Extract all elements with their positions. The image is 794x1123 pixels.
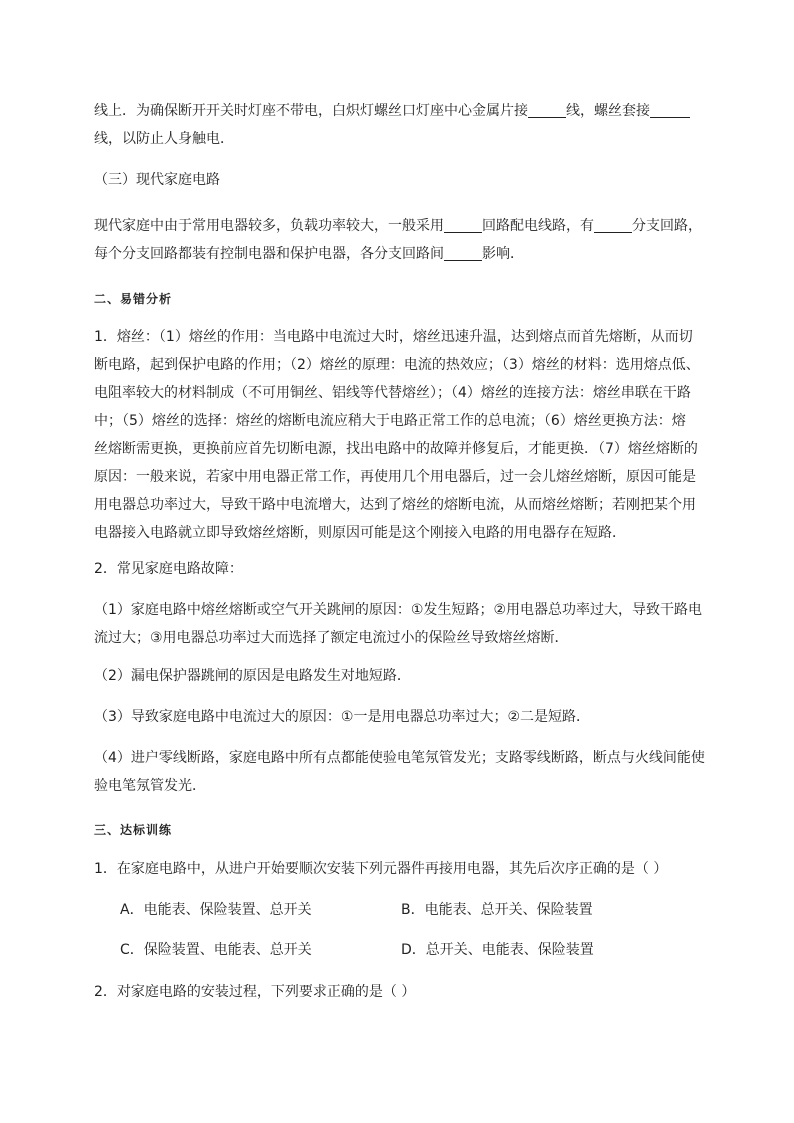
question-1-option-c[interactable]: C．保险装置、电能表、总开关	[120, 942, 312, 958]
text-line: 电器接入电路就立即导致熔丝熔断，则原因可能是这个刚接入电路的用电器存在短路．	[94, 525, 626, 541]
text-line: 原因：一般来说，若家中用电器正常工作，再使用几个用电器后，过一会儿熔丝熔断，原因可能是	[94, 469, 696, 485]
text-line: 流过大；③用电器总功率过大而选择了额定电流过小的保险丝导致熔丝熔断．	[94, 630, 569, 646]
heading-practice: 三、达标训练	[94, 823, 173, 837]
text-line: （4）进户零线断路，家庭电路中所有点都能使验电笔氖管发光；支路零线断路，断点与火线间能使	[94, 750, 705, 766]
paragraph-fault-1	[94, 596, 710, 652]
paragraph-fault-3: （3）导致家庭电路中电流过大的原因：①一是用电器总功率过大；②二是短路．	[94, 709, 591, 725]
text-line: 1．熔丝：（1）熔丝的作用：当电路中电流过大时，熔丝迅速升温，达到熔点而首先熔断，从而切	[94, 329, 693, 345]
text-line: 线上．为确保断开开关时灯座不带电，白炽灯螺丝口灯座中心金属片接 线，螺丝套接	[94, 97, 710, 125]
paragraph-lamp-wiring	[94, 97, 710, 153]
text-line: 验电笔氖管发光．	[94, 778, 206, 794]
common-faults-title: 2．常见家庭电路故障：	[94, 561, 243, 577]
heading-error-analysis: 二、易错分析	[94, 292, 173, 306]
text-line: 电阻率较大的材料制成（不可用铜丝、铝线等代替熔丝）；（4）熔丝的连接方法：熔丝串联在干路	[94, 385, 691, 401]
fill-blank[interactable]	[444, 216, 482, 233]
fill-blank[interactable]	[444, 244, 482, 261]
text-line: 断电路，起到保护电路的作用；（2）熔丝的原理：电流的热效应；（3）熔丝的材料：选用熔点低、	[94, 357, 700, 373]
paragraph-modern-circuit	[94, 212, 710, 268]
fill-blank[interactable]	[650, 101, 690, 118]
text-line: 中；（5）熔丝的选择：熔丝的熔断电流应稍大于电路正常工作的总电流；（6）熔丝更换方法：熔	[94, 413, 686, 429]
text-line: （1）家庭电路中熔丝熔断或空气开关跳闸的原因：①发生短路；②用电器总功率过大，导致干路电	[94, 602, 703, 618]
fill-blank[interactable]	[528, 101, 566, 118]
question-2-stem: 2．对家庭电路的安装过程，下列要求正确的是（ ）	[94, 984, 416, 1000]
text-line: 线，以防止人身触电．	[94, 131, 234, 147]
fill-blank[interactable]	[594, 216, 632, 233]
text-line: 每个分支回路都装有控制电器和保护电器，各分支回路间 影响．	[94, 246, 524, 262]
text-line: 现代家庭中由于常用电器较多，负载功率较大，一般采用 回路配电线路，有 分支回路，	[94, 218, 702, 234]
paragraph-fault-4	[94, 744, 710, 800]
paragraph-fuse-analysis	[94, 323, 710, 547]
text-line: 用电器总功率过大，导致干路中电流增大，达到了熔丝的熔断电流，从而熔丝熔断；若刚把某个用	[94, 497, 696, 513]
paragraph-fault-2: （2）漏电保护器跳闸的原因是电路发生对地短路．	[94, 668, 411, 684]
question-1-option-a[interactable]: A．电能表、保险装置、总开关	[120, 902, 312, 918]
question-1-stem: 1．在家庭电路中，从进户开始要顺次安装下列元器件再接用电器，其先后次序正确的是（ ）	[94, 861, 668, 877]
question-1-option-d[interactable]: D．总开关、电能表、保险装置	[401, 942, 594, 958]
question-1-option-b[interactable]: B．电能表、总开关、保险装置	[401, 902, 593, 918]
section-title-modern-circuit: （三）现代家庭电路	[94, 172, 220, 188]
text-line: 丝熔断需更换，更换前应首先切断电源，找出电路中的故障并修复后，才能更换．（7）熔丝熔断的	[94, 441, 698, 457]
